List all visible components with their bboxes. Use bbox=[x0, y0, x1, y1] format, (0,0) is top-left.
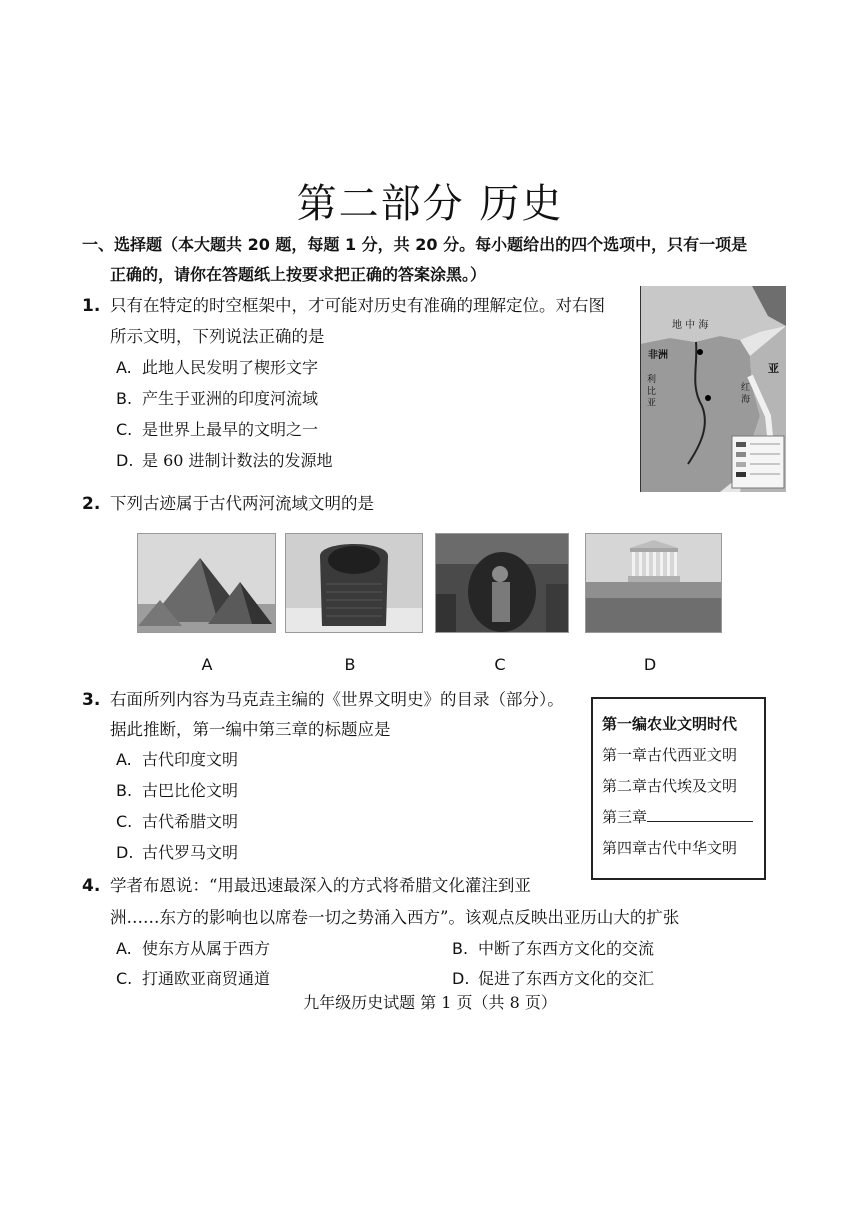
option-letter: A. bbox=[116, 750, 132, 769]
option-text: 古代印度文明 bbox=[142, 750, 239, 769]
option-letter: C. bbox=[116, 969, 133, 988]
option-letter: D. bbox=[452, 969, 470, 988]
option-letter: A. bbox=[116, 939, 132, 958]
toc-chapter-1: 第一章古代西亚文明 bbox=[602, 746, 738, 764]
question-1-option-a[interactable] bbox=[116, 355, 318, 378]
toc-chapter-3 bbox=[602, 802, 756, 833]
toc-heading: 第一编农业文明时代 bbox=[602, 715, 738, 733]
option-letter: B. bbox=[116, 389, 133, 408]
question-2-stem bbox=[82, 490, 374, 514]
option-text: 是世界上最早的文明之一 bbox=[142, 420, 319, 439]
option-text: 使东方从属于西方 bbox=[142, 939, 271, 958]
map-sea-label: 地 中 海 bbox=[672, 320, 709, 331]
question-2-number: 2. bbox=[82, 494, 101, 514]
question-4-number: 4. bbox=[82, 876, 101, 896]
option-text: 打通欧亚商贸通道 bbox=[142, 969, 271, 988]
option-text: 古代希腊文明 bbox=[142, 812, 239, 831]
page-title: 第二部分 历史 bbox=[296, 181, 564, 227]
section-instructions-line2: 正确的，请你在答题纸上按要求把正确的答案涂黑。） bbox=[110, 265, 487, 284]
question-3-option-c[interactable] bbox=[116, 809, 238, 832]
photo-label-d: D bbox=[643, 655, 657, 674]
question-4-stem bbox=[82, 872, 531, 896]
hammurabi-stele-photo[interactable] bbox=[285, 533, 423, 633]
option-letter: D. bbox=[116, 451, 134, 470]
map-asia-label: 亚 bbox=[768, 362, 779, 375]
option-letter: B. bbox=[452, 939, 469, 958]
question-4-option-a[interactable] bbox=[116, 936, 270, 959]
option-text: 古代罗马文明 bbox=[142, 843, 239, 862]
map-libya-label: 利 比 亚 bbox=[645, 374, 655, 407]
section-instructions-line1: 一、选择题（本大题共 20 题，每题 1 分，共 20 分。每小题给出的四个选项中，只有一项是 bbox=[82, 235, 748, 254]
question-4-option-b[interactable] bbox=[452, 936, 654, 959]
question-1-stem-line2: 所示文明，下列说法正确的是 bbox=[110, 327, 325, 346]
question-4-stem-line2: 洲……东方的影响也以席卷一切之势涌入西方”。该观点反映出亚历山大的扩张 bbox=[110, 908, 680, 927]
option-letter: C. bbox=[116, 812, 133, 831]
question-3-option-d[interactable] bbox=[116, 840, 238, 863]
map-africa-label: 非洲 bbox=[648, 350, 668, 361]
question-1-stem bbox=[82, 292, 642, 316]
question-1-number: 1. bbox=[82, 296, 101, 316]
pyramids-photo[interactable] bbox=[137, 533, 276, 633]
option-text: 古巴比伦文明 bbox=[142, 781, 239, 800]
toc-chapter-4: 第四章古代中华文明 bbox=[602, 839, 738, 857]
map-red-sea-label: 红 海 bbox=[739, 382, 749, 403]
toc-blank-line bbox=[647, 805, 753, 822]
question-3-number: 3. bbox=[82, 690, 101, 710]
option-letter: B. bbox=[116, 781, 133, 800]
photo-label-c: C bbox=[494, 655, 506, 674]
question-3-stem bbox=[82, 686, 564, 710]
question-4-option-c[interactable] bbox=[116, 966, 270, 989]
buddha-statue-photo[interactable] bbox=[435, 533, 569, 633]
question-1-stem-line1: 只有在特定的时空框架中，才可能对历史有准确的理解定位。对右图 bbox=[110, 296, 605, 315]
question-4-option-d[interactable] bbox=[452, 966, 654, 989]
option-text: 此地人民发明了楔形文字 bbox=[142, 358, 319, 377]
option-text: 是 60 进制计数法的发源地 bbox=[142, 451, 333, 470]
option-text: 促进了东西方文化的交汇 bbox=[478, 969, 655, 988]
parthenon-photo[interactable] bbox=[585, 533, 722, 633]
option-letter: A. bbox=[116, 358, 132, 377]
photo-label-a: A bbox=[201, 655, 213, 674]
photo-label-b: B bbox=[344, 655, 356, 674]
toc-chapter-2: 第二章古代埃及文明 bbox=[602, 777, 738, 795]
question-1-option-c[interactable] bbox=[116, 417, 318, 440]
toc-chapter-3-label: 第三章 bbox=[602, 808, 648, 826]
question-3-stem-line1: 右面所列内容为马克垚主编的《世界文明史》的目录（部分）。 bbox=[110, 690, 564, 709]
question-3-stem-line2: 据此推断，第一编中第三章的标题应是 bbox=[110, 720, 391, 739]
question-1-option-d[interactable] bbox=[116, 448, 333, 471]
option-text: 产生于亚洲的印度河流域 bbox=[142, 389, 319, 408]
question-1-option-b[interactable] bbox=[116, 386, 318, 409]
option-letter: C. bbox=[116, 420, 133, 439]
question-3-option-b[interactable] bbox=[116, 778, 238, 801]
page-footer: 九年级历史试题 第 1 页（共 8 页） bbox=[303, 993, 557, 1012]
question-3-option-a[interactable] bbox=[116, 747, 238, 770]
section-heading bbox=[82, 230, 792, 290]
egypt-map bbox=[640, 286, 786, 492]
table-of-contents-box bbox=[591, 697, 766, 880]
option-text: 中断了东西方文化的交流 bbox=[478, 939, 655, 958]
question-2-stem-text: 下列古迹属于古代两河流域文明的是 bbox=[110, 494, 374, 513]
option-letter: D. bbox=[116, 843, 134, 862]
question-4-stem-line1: 学者布恩说：“用最迅速最深入的方式将希腊文化灌注到亚 bbox=[110, 876, 531, 895]
